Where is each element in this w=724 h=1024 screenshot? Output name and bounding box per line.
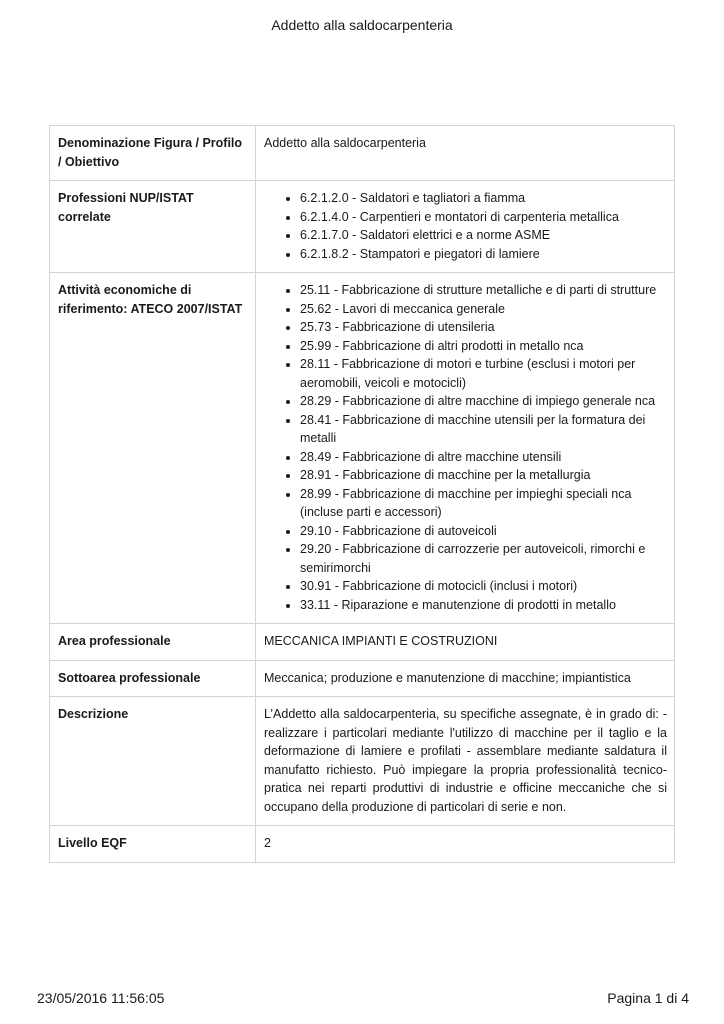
table-row — [50, 273, 675, 624]
row-value: 2 — [256, 826, 675, 863]
list-item: • 28.91 - Fabbricazione di macchine per la metallurgia — [300, 466, 667, 485]
footer-timestamp: 23/05/2016 11:56:05 — [37, 990, 165, 1006]
table-row — [50, 126, 675, 181]
row-value — [256, 273, 675, 624]
list-item: • 29.10 - Fabbricazione di autoveicoli — [300, 522, 667, 541]
list-item: • 25.73 - Fabbricazione di utensileria — [300, 318, 667, 337]
list-item: • 28.49 - Fabbricazione di altre macchine utensili — [300, 448, 667, 467]
row-label: Sottoarea professionale — [50, 660, 256, 697]
row-label: Area professionale — [50, 624, 256, 661]
table-row — [50, 697, 675, 826]
list-item: • 28.99 - Fabbricazione di macchine per impieghi speciali nca (incluse parti e accessori) — [300, 485, 667, 522]
list-item: • 33.11 - Riparazione e manutenzione di prodotti in metallo — [300, 596, 667, 615]
professioni-list — [264, 189, 667, 263]
page-number: Pagina 1 di 4 — [607, 990, 689, 1006]
table-row — [50, 181, 675, 273]
page-title: Addetto alla saldocarpenteria — [271, 17, 453, 33]
list-item: • 28.11 - Fabbricazione di motori e turbine (esclusi i motori per aeromobili, veicoli e motocicli) — [300, 355, 667, 392]
row-label: Attività economiche di riferimento: ATECO 2007/ISTAT — [50, 273, 256, 624]
list-item: • 28.41 - Fabbricazione di macchine utensili per la formatura dei metalli — [300, 411, 667, 448]
list-item: • 6.2.1.4.0 - Carpentieri e montatori di carpenteria metallica — [300, 208, 667, 227]
list-item: • 6.2.1.2.0 - Saldatori e tagliatori a fiamma — [300, 189, 667, 208]
row-label: Professioni NUP/ISTAT correlate — [50, 181, 256, 273]
description-text: L’Addetto alla saldocarpenteria, su specifiche assegnate, è in grado di: - realizzare i particolari mediante l'utilizzo di macchine per il taglio e la deformazione di lamiere e profilati - assemblare mediante saldatura il manufatto richiesto. Può impiegare la propria professionalità tecnico-pratica nei reparti produttivi di industrie e officine meccaniche che si occupano della produzione di particolari di serie e non. — [256, 697, 675, 826]
row-value: Addetto alla saldocarpenteria — [256, 126, 675, 181]
list-item: • 6.2.1.7.0 - Saldatori elettrici e a norme ASME — [300, 226, 667, 245]
row-value — [256, 181, 675, 273]
list-item: • 28.29 - Fabbricazione di altre macchine di impiego generale nca — [300, 392, 667, 411]
list-item: • 29.20 - Fabbricazione di carrozzerie per autoveicoli, rimorchi e semirimorchi — [300, 540, 667, 577]
list-item: • 25.99 - Fabbricazione di altri prodotti in metallo nca — [300, 337, 667, 356]
table-row — [50, 826, 675, 863]
table-row — [50, 624, 675, 661]
list-item: • 6.2.1.8.2 - Stampatori e piegatori di lamiere — [300, 245, 667, 264]
profile-table — [49, 125, 675, 863]
table-row — [50, 660, 675, 697]
ateco-list — [264, 281, 667, 614]
list-item: • 25.62 - Lavori di meccanica generale — [300, 300, 667, 319]
row-value: Meccanica; produzione e manutenzione di macchine; impiantistica — [256, 660, 675, 697]
row-label: Livello EQF — [50, 826, 256, 863]
list-item: • 30.91 - Fabbricazione di motocicli (inclusi i motori) — [300, 577, 667, 596]
row-label: Descrizione — [50, 697, 256, 826]
row-value: MECCANICA IMPIANTI E COSTRUZIONI — [256, 624, 675, 661]
list-item: • 25.11 - Fabbricazione di strutture metalliche e di parti di strutture — [300, 281, 667, 300]
row-label: Denominazione Figura / Profilo / Obiettivo — [50, 126, 256, 181]
